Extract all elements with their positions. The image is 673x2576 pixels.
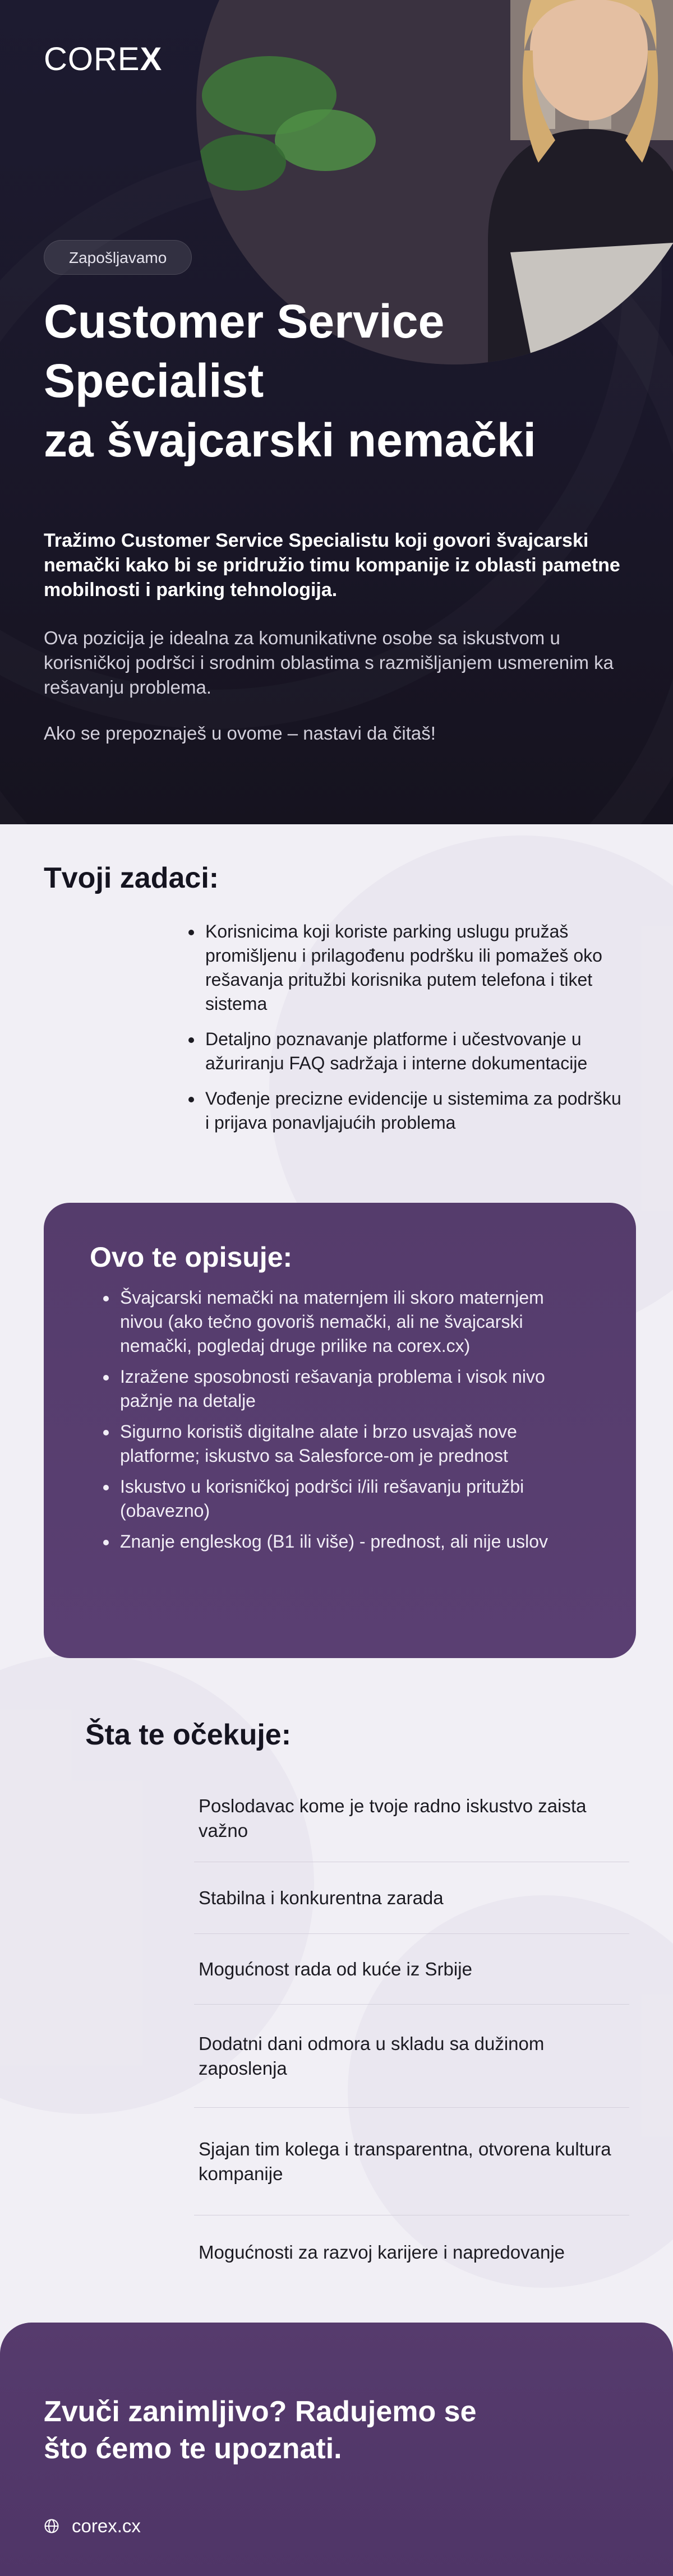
list-item-text: Dodatni dani odmora u skladu sa dužinom zaposlenja bbox=[199, 2033, 545, 2079]
list-item bbox=[194, 1775, 629, 1862]
logo-text-light: CORE bbox=[44, 41, 140, 77]
list-item bbox=[194, 2215, 629, 2289]
page-title-line-1: Customer Service bbox=[44, 295, 445, 348]
list-item: • Detaljno poznavanje platforme i učestvovanje u ažuriranju FAQ sadržaja i interne dokumentacije bbox=[203, 1027, 623, 1075]
page-title-line-3: za švajcarski nemački bbox=[44, 414, 536, 467]
list-item-text: Stabilna i konkurentna zarada bbox=[199, 1887, 444, 1908]
list-item: • Sigurno koristiš digitalne alate i brzo usvajaš nove platforme; iskustvo sa Salesforce-om je prednost bbox=[118, 1420, 582, 1468]
hiring-badge: Zapošljavamo bbox=[44, 240, 192, 275]
list-item bbox=[194, 2108, 629, 2215]
hero-lead-text: Tražimo Customer Service Specialistu koji govori švajcarski nemački kako bi se pridružio timu kompanije iz oblasti pametne mobilnosti i parking tehnologija. bbox=[44, 530, 620, 601]
expect-heading: Šta te očekuje: bbox=[85, 1719, 292, 1751]
list-item: • Švajcarski nemački na maternjem ili skoro maternjem nivou (ako tečno govoriš nemački, ali ne švajcarski nemački, pogledaj druge prilike na corex.cx) bbox=[118, 1286, 582, 1358]
list-item-text: Poslodavac kome je tvoje radno iskustvo zaista važno bbox=[199, 1795, 587, 1841]
list-item bbox=[194, 1934, 629, 2005]
tasks-list bbox=[185, 920, 623, 1146]
footer-heading bbox=[44, 2393, 548, 2467]
footer-cta bbox=[0, 2323, 673, 2576]
list-item-text: Sjajan tim kolega i transparentna, otvorena kultura kompanije bbox=[199, 2138, 611, 2184]
list-item: • Iskustvo u korisničkoj podršci i/ili rešavanju pritužbi (obavezno) bbox=[118, 1475, 582, 1523]
globe-icon bbox=[44, 2518, 59, 2534]
corex-logo[interactable] bbox=[44, 40, 162, 78]
list-item: • Korisnicima koji koriste parking uslugu pružaš promišljenu i prilagođenu podršku ili pomažeš oko rešavanja pritužbi korisnika putem telefona i tiket sistema bbox=[203, 920, 623, 1016]
website-link[interactable] bbox=[44, 2515, 141, 2537]
list-item: • Vođenje precizne evidencije u sistemima za podršku i prijava ponavljajućih problema bbox=[203, 1087, 623, 1135]
list-item bbox=[194, 1862, 629, 1934]
list-item-text: Mogućnosti za razvoj karijere i napredovanje bbox=[199, 2242, 565, 2263]
page-title bbox=[44, 292, 605, 470]
tasks-heading: Tvoji zadaci: bbox=[44, 862, 219, 894]
hero-paragraph-2: Ako se prepoznaješ u ovome – nastavi da čitaš! bbox=[44, 723, 436, 744]
expect-list bbox=[194, 1775, 629, 2289]
list-item bbox=[194, 2005, 629, 2108]
profile-card bbox=[44, 1203, 636, 1658]
profile-heading: Ovo te opisuje: bbox=[90, 1241, 293, 1273]
hero-section bbox=[0, 0, 673, 824]
list-item-text: Mogućnost rada od kuće iz Srbije bbox=[199, 1958, 472, 1979]
list-item: • Izražene sposobnosti rešavanja problema i visok nivo pažnje na detalje bbox=[118, 1365, 582, 1413]
hero-paragraph-1: Ova pozicija je idealna za komunikativne osobe sa iskustvom u korisničkoj podršci i srodnim oblastima s razmišljanjem usmerenim ka rešavanju problema. bbox=[44, 627, 614, 698]
logo-text-bold: X bbox=[140, 41, 163, 77]
website-link-text: corex.cx bbox=[72, 2515, 141, 2536]
footer-heading-line-2: što ćemo te upoznati. bbox=[44, 2432, 342, 2465]
list-item: • Znanje engleskog (B1 ili više) - prednost, ali nije uslov bbox=[118, 1530, 582, 1554]
page-title-line-2: Specialist bbox=[44, 354, 264, 407]
footer-heading-line-1: Zvuči zanimljivo? Radujemo se bbox=[44, 2395, 477, 2428]
profile-list bbox=[100, 1286, 582, 1561]
